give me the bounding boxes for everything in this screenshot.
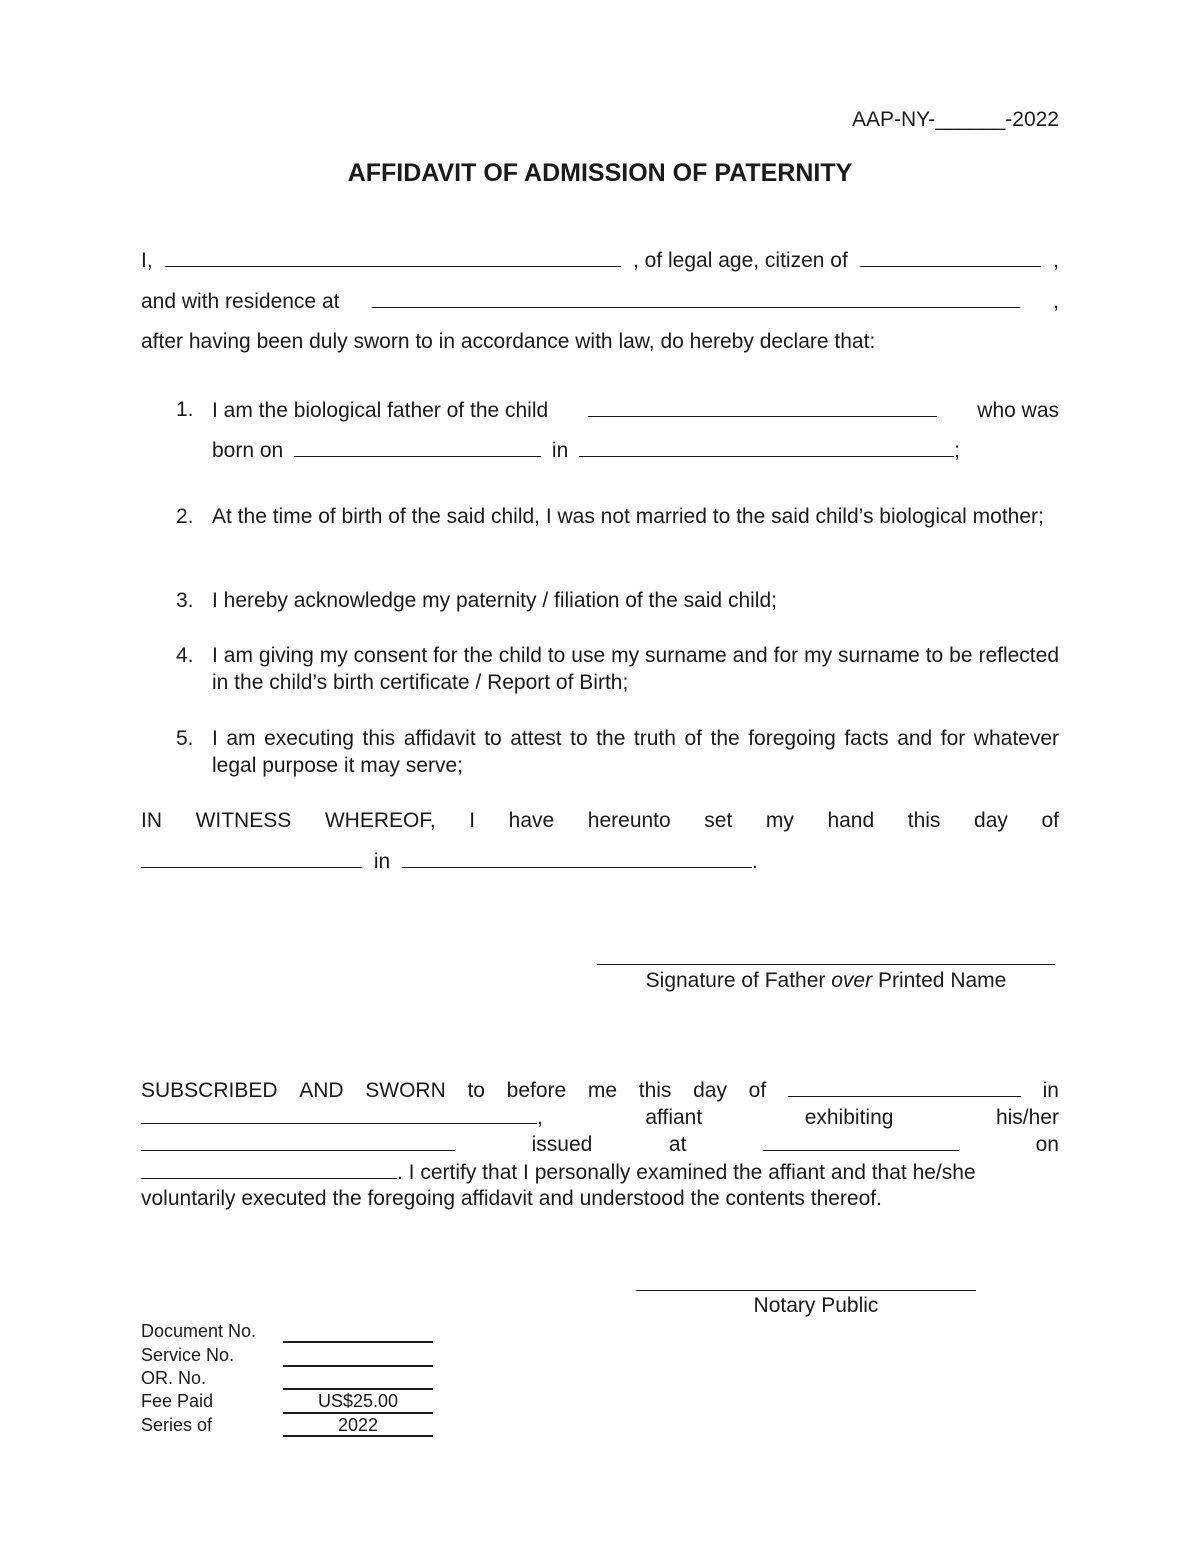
intro-pronoun: I,	[141, 249, 153, 272]
residence-comma: ,	[1053, 290, 1059, 313]
witness-place-field[interactable]	[402, 849, 752, 868]
jurat-line-4	[141, 1160, 976, 1185]
witness-word: WITNESS	[195, 809, 292, 832]
affiant-name-field[interactable]	[165, 248, 621, 267]
jurat-word: me	[587, 1079, 618, 1102]
id-issued-date-field[interactable]	[141, 1160, 397, 1179]
jurat-comma: ,	[537, 1106, 543, 1129]
id-document-field[interactable]	[141, 1132, 455, 1151]
witness-word: I	[469, 809, 476, 832]
item-1-line-2	[212, 438, 960, 463]
item-1-line-1	[212, 398, 1059, 423]
intro-comma: ,	[1053, 249, 1059, 272]
witness-period: .	[752, 850, 758, 873]
jurat-word: day	[693, 1079, 727, 1102]
jurat-certify-text: . I certify that I personally examined the affiant and that he/she	[397, 1161, 976, 1184]
item-number: 1.	[176, 398, 194, 421]
item-2-text: At the time of birth of the said child, I was not married to the said child’s biological mother;	[212, 505, 1044, 528]
fee-paid-value: US$25.00	[317, 1391, 399, 1411]
or-no-label: OR. No.	[141, 1368, 207, 1388]
witness-word: my	[765, 809, 794, 832]
jurat-word: SWORN	[365, 1079, 446, 1102]
witness-word: WHEREOF,	[324, 809, 436, 832]
father-signature-caption	[597, 969, 1055, 993]
notary-label: Notary Public	[753, 1294, 879, 1317]
witness-word: this	[907, 809, 941, 832]
jurat-word: in	[1042, 1079, 1059, 1102]
item-number: 5.	[176, 727, 194, 750]
jurat-word: on	[1035, 1133, 1059, 1156]
jurat-word: of	[748, 1079, 767, 1102]
witness-word: have	[508, 809, 555, 832]
caption-text-pre: Signature of Father	[645, 969, 832, 992]
series-of-line	[283, 1435, 433, 1437]
witness-word: hereunto	[587, 809, 671, 832]
caption-text-italic: over	[831, 969, 873, 992]
item-3-text: I hereby acknowledge my paternity / filiation of the said child;	[212, 589, 777, 612]
father-signature-line[interactable]	[597, 944, 1055, 965]
child-name-field[interactable]	[588, 398, 937, 417]
witness-word: day	[974, 809, 1008, 832]
series-of-label: Series of	[141, 1415, 213, 1435]
witness-word: of	[1041, 809, 1059, 832]
service-no-line[interactable]	[283, 1365, 433, 1367]
item-number: 4.	[176, 644, 194, 667]
residence-label: and with residence at	[141, 290, 340, 313]
notary-signature-line[interactable]	[636, 1270, 976, 1291]
birth-place-field[interactable]	[579, 438, 954, 457]
item-4-text: I am giving my consent for the child to use my surname and for my surname to be reflected in the child’s birth certificate / Report of Birth;	[212, 644, 1059, 694]
document-title: AFFIDAVIT OF ADMISSION OF PATERNITY	[347, 159, 853, 187]
jurat-word: his/her	[995, 1106, 1059, 1129]
jurat-word: AND	[299, 1079, 344, 1102]
item-5-text: I am executing this affidavit to attest to the truth of the foregoing facts and for whatever legal purpose it may serve;	[212, 727, 1059, 777]
caption-text-post: Printed Name	[872, 969, 1007, 992]
fee-paid-line	[283, 1412, 433, 1414]
jurat-line-3	[141, 1132, 1059, 1157]
birth-date-field[interactable]	[294, 438, 541, 457]
jurat-word: before	[506, 1079, 567, 1102]
jurat-word: issued	[531, 1133, 593, 1156]
citizenship-field[interactable]	[860, 248, 1041, 267]
born-on-label: born on	[212, 439, 284, 462]
witness-date-field[interactable]	[141, 849, 362, 868]
item-1-semicolon: ;	[954, 439, 960, 462]
item-number: 2.	[176, 505, 194, 528]
jurat-word: affiant	[645, 1106, 703, 1129]
or-no-line[interactable]	[283, 1388, 433, 1390]
intro-line-2	[141, 289, 1059, 314]
residence-field[interactable]	[372, 289, 1020, 308]
witness-word: set	[704, 809, 733, 832]
witness-in-label: in	[373, 850, 391, 873]
intro-line-3: after having been duly sworn to in accordance with law, do hereby declare that:	[141, 330, 876, 353]
jurat-line-2	[141, 1105, 1059, 1130]
jurat-place-field[interactable]	[141, 1105, 537, 1124]
jurat-word: at	[668, 1133, 687, 1156]
witness-line-1	[141, 809, 1059, 833]
witness-word: hand	[827, 809, 875, 832]
series-of-value: 2022	[337, 1415, 379, 1435]
fee-paid-label: Fee Paid	[141, 1391, 214, 1411]
intro-line-1	[141, 248, 1059, 273]
jurat-word: this	[638, 1079, 672, 1102]
id-issued-place-field[interactable]	[763, 1132, 959, 1151]
jurat-place-group	[141, 1105, 543, 1130]
jurat-word: SUBSCRIBED	[141, 1079, 278, 1102]
child-label: I am the biological father of the child	[212, 399, 549, 422]
jurat-word: to	[467, 1079, 485, 1102]
reference-number: AAP-NY-______-2022	[851, 108, 1059, 131]
service-no-label: Service No.	[141, 1345, 235, 1365]
jurat-line-5: voluntarily executed the foregoing affidavit and understood the contents thereof.	[141, 1187, 882, 1210]
document-no-label: Document No.	[141, 1321, 257, 1341]
jurat-line-1	[141, 1078, 1059, 1103]
jurat-word: exhibiting	[804, 1106, 894, 1129]
intro-legal-age-text: , of legal age, citizen of	[632, 249, 848, 272]
witness-line-2	[141, 849, 758, 874]
jurat-date-field[interactable]	[788, 1078, 1021, 1097]
who-was-text: who was	[977, 399, 1059, 422]
birth-in-label: in	[551, 439, 569, 462]
document-no-line[interactable]	[283, 1341, 433, 1343]
item-number: 3.	[176, 589, 194, 612]
witness-word: IN	[141, 809, 162, 832]
